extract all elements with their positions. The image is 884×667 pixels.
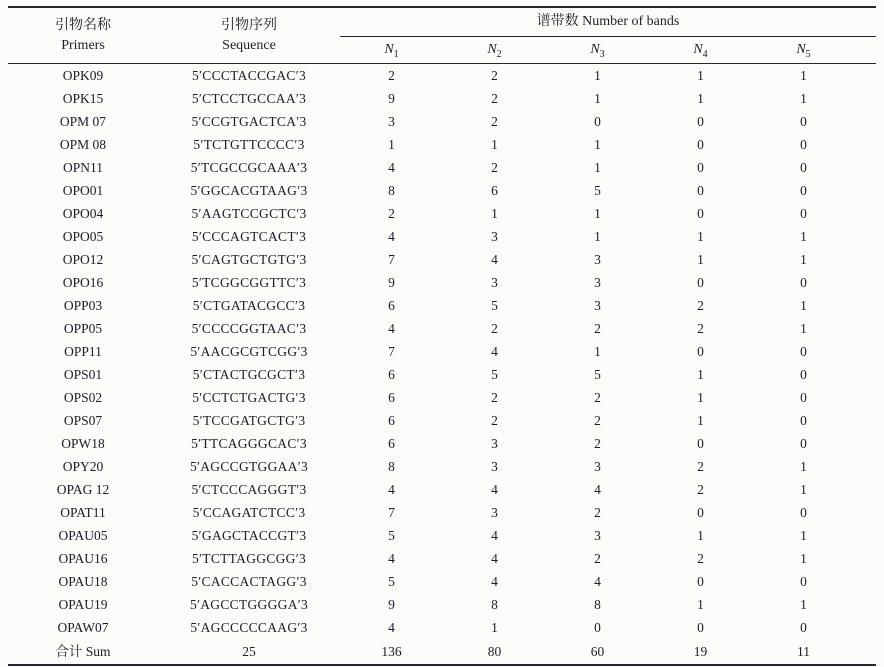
band-count-n3: 1 [594, 344, 601, 359]
primer-sequence: 5′AGCCGTGGAA′3 [189, 459, 309, 474]
primer-name: OPK15 [62, 91, 104, 106]
primer-name: OPO04 [62, 206, 104, 221]
band-count-n5: 0 [800, 160, 807, 175]
band-count-n1: 7 [388, 252, 395, 267]
table-row [8, 271, 876, 294]
band-count-n1: 4 [388, 551, 395, 566]
band-count-n1: 8 [388, 459, 395, 474]
band-count-n2: 5 [491, 298, 498, 313]
band-count-n3: 2 [594, 505, 601, 520]
band-count-n2: 1 [491, 206, 498, 221]
band-count-n5: 1 [800, 551, 807, 566]
primer-name: OPAT11 [60, 505, 106, 520]
sum-n2: 80 [487, 644, 502, 659]
primer-name: OPAU16 [58, 551, 108, 566]
table-row [8, 87, 876, 110]
table-body [8, 64, 876, 639]
band-count-n3: 5 [594, 367, 601, 382]
n1-letter: N [384, 42, 394, 57]
sum-n3: 60 [590, 644, 605, 659]
band-count-n1: 6 [388, 436, 395, 451]
band-count-n5: 1 [800, 321, 807, 336]
primer-name: OPK09 [62, 68, 104, 83]
primer-name: OPY20 [62, 459, 104, 474]
primer-sequence: 5′CTGATACGCC′3 [192, 298, 306, 313]
band-count-n1: 6 [388, 390, 395, 405]
band-count-n5: 0 [800, 574, 807, 589]
band-count-n2: 3 [491, 229, 498, 244]
band-count-n1: 3 [388, 114, 395, 129]
band-count-n4: 2 [697, 482, 704, 497]
band-count-n4: 2 [697, 298, 704, 313]
sum-row [8, 639, 876, 664]
band-count-n1: 4 [388, 321, 395, 336]
table-row [8, 501, 876, 524]
band-count-n5: 1 [800, 68, 807, 83]
table-row [8, 547, 876, 570]
table-row [8, 593, 876, 616]
table-row [8, 409, 876, 432]
band-count-n5: 1 [800, 528, 807, 543]
band-count-n2: 4 [491, 574, 498, 589]
primer-sequence: 5′AAGTCCGCTC′3 [191, 206, 307, 221]
band-count-n5: 0 [800, 114, 807, 129]
table-row [8, 616, 876, 639]
band-count-n2: 4 [491, 528, 498, 543]
band-count-n5: 1 [800, 252, 807, 267]
primer-name: OPM 08 [59, 137, 107, 152]
primer-sequence: 5′TCGCCGCAAA′3 [190, 160, 308, 175]
primer-sequence: 5′CCCAGTCACT′3 [191, 229, 307, 244]
band-count-n2: 4 [491, 482, 498, 497]
primer-sequence: 5′AACGCGTCGG′3 [190, 344, 308, 359]
header-sequence-zh: 引物序列 [221, 17, 277, 33]
band-count-n2: 5 [491, 367, 498, 382]
band-count-n4: 1 [697, 252, 704, 267]
primer-sequence: 5′TCGGCGGTTC′3 [191, 275, 307, 290]
primer-name: OPAW07 [57, 620, 109, 635]
band-count-n4: 1 [697, 390, 704, 405]
band-count-n3: 1 [594, 137, 601, 152]
primer-sequence: 5′TCTGTTCCCC′3 [193, 137, 305, 152]
band-count-n2: 1 [491, 620, 498, 635]
band-count-n2: 2 [491, 160, 498, 175]
band-count-n3: 4 [594, 574, 601, 589]
band-count-n1: 6 [388, 298, 395, 313]
band-count-n3: 3 [594, 459, 601, 474]
band-count-n1: 7 [388, 505, 395, 520]
band-count-n5: 1 [800, 298, 807, 313]
primer-sequence: 5′CAGTGCTGTG′3 [191, 252, 307, 267]
band-count-n3: 1 [594, 91, 601, 106]
n2-subscript: 2 [496, 48, 502, 60]
band-count-n4: 2 [697, 321, 704, 336]
band-count-n5: 0 [800, 505, 807, 520]
sum-n1: 136 [381, 644, 402, 659]
header-band-columns [340, 37, 876, 64]
band-count-n3: 4 [594, 482, 601, 497]
band-count-n2: 4 [491, 551, 498, 566]
band-count-n3: 0 [594, 620, 601, 635]
primer-sequence: 5′AGCCTGGGGA′3 [189, 597, 309, 612]
band-count-n2: 2 [491, 413, 498, 428]
band-count-n1: 5 [388, 574, 395, 589]
primer-sequence: 5′CACCACTAGG′3 [191, 574, 307, 589]
header-sequence-en: Sequence [222, 37, 276, 53]
primer-sequence: 5′GAGCTACCGT′3 [191, 528, 307, 543]
band-count-n1: 7 [388, 344, 395, 359]
table-row [8, 110, 876, 133]
table-row [8, 294, 876, 317]
band-count-n3: 1 [594, 160, 601, 175]
band-count-n5: 1 [800, 229, 807, 244]
band-count-n5: 0 [800, 367, 807, 382]
band-count-n1: 9 [388, 91, 395, 106]
n5-subscript: 5 [805, 48, 811, 60]
primer-name: OPAU18 [58, 574, 108, 589]
band-count-n1: 4 [388, 160, 395, 175]
n2-letter: N [487, 42, 497, 57]
n1-subscript: 1 [393, 48, 399, 60]
primer-sequence: 5′CTACTGCGCT′3 [192, 367, 306, 382]
primer-sequence: 5′CTCCTGCCAA′3 [191, 91, 307, 106]
primer-name: OPS02 [63, 390, 103, 405]
band-count-n2: 2 [491, 91, 498, 106]
primer-sequence: 5′TTCAGGGCAC′3 [191, 436, 307, 451]
band-count-n2: 3 [491, 436, 498, 451]
band-count-n5: 1 [800, 482, 807, 497]
band-count-n5: 0 [800, 413, 807, 428]
band-count-n2: 2 [491, 321, 498, 336]
band-count-n2: 4 [491, 344, 498, 359]
band-count-n2: 3 [491, 505, 498, 520]
sum-sequence-count: 25 [242, 644, 256, 659]
table-row [8, 363, 876, 386]
band-count-n1: 2 [388, 68, 395, 83]
band-count-n5: 0 [800, 137, 807, 152]
band-count-n1: 6 [388, 413, 395, 428]
band-count-n3: 3 [594, 298, 601, 313]
band-count-n2: 4 [491, 252, 498, 267]
primer-sequence: 5′CCCCGGTAAC′3 [191, 321, 307, 336]
band-count-n5: 1 [800, 91, 807, 106]
primer-name: OPO05 [62, 229, 104, 244]
table-bottom-border [8, 664, 876, 666]
table-row [8, 317, 876, 340]
table-row [8, 386, 876, 409]
band-count-n3: 1 [594, 206, 601, 221]
sum-label: 合计 Sum [55, 644, 111, 659]
band-count-n2: 3 [491, 275, 498, 290]
band-count-n4: 1 [697, 367, 704, 382]
primer-name: OPW18 [61, 436, 105, 451]
band-count-n5: 0 [800, 436, 807, 451]
primer-name: OPP11 [64, 344, 102, 359]
primer-name: OPAG 12 [56, 482, 110, 497]
table-row [8, 340, 876, 363]
table-row [8, 202, 876, 225]
band-count-n1: 4 [388, 229, 395, 244]
band-count-n4: 0 [697, 275, 704, 290]
band-count-n4: 2 [697, 551, 704, 566]
primer-sequence: 5′GGCACGTAAG′3 [190, 183, 308, 198]
primer-sequence: 5′CTCCCAGGGT′3 [191, 482, 307, 497]
primer-name: OPN11 [62, 160, 103, 175]
table-row [8, 570, 876, 593]
header-primers-en: Primers [61, 37, 105, 53]
band-count-n4: 1 [697, 229, 704, 244]
band-count-n4: 0 [697, 206, 704, 221]
band-count-n1: 9 [388, 597, 395, 612]
band-count-n4: 0 [697, 114, 704, 129]
band-count-n3: 2 [594, 321, 601, 336]
band-count-n2: 6 [491, 183, 498, 198]
table-row [8, 225, 876, 248]
band-count-n4: 1 [697, 597, 704, 612]
table-row [8, 133, 876, 156]
band-count-n4: 0 [697, 574, 704, 589]
band-count-n4: 0 [697, 620, 704, 635]
primer-name: OPAU19 [58, 597, 108, 612]
band-count-n1: 4 [388, 482, 395, 497]
primer-name: OPAU05 [58, 528, 108, 543]
band-count-n5: 0 [800, 206, 807, 221]
table-row [8, 248, 876, 271]
band-count-n3: 3 [594, 275, 601, 290]
band-count-n1: 9 [388, 275, 395, 290]
primer-sequence: 5′CCGTGACTCA′3 [191, 114, 307, 129]
band-count-n4: 0 [697, 137, 704, 152]
band-count-n5: 0 [800, 275, 807, 290]
band-count-n1: 1 [388, 137, 395, 152]
band-count-n4: 1 [697, 413, 704, 428]
band-count-n2: 2 [491, 114, 498, 129]
table-row [8, 455, 876, 478]
table-row [8, 478, 876, 501]
primer-sequence: 5′TCCGATGCTG′3 [192, 413, 306, 428]
band-count-n5: 0 [800, 183, 807, 198]
band-count-n4: 0 [697, 183, 704, 198]
band-count-n4: 1 [697, 68, 704, 83]
band-count-n3: 2 [594, 413, 601, 428]
band-count-n3: 2 [594, 390, 601, 405]
band-count-n3: 3 [594, 528, 601, 543]
n3-subscript: 3 [599, 48, 605, 60]
band-count-n3: 2 [594, 436, 601, 451]
band-count-n1: 8 [388, 183, 395, 198]
sum-n5: 11 [797, 644, 810, 659]
n4-subscript: 4 [702, 48, 708, 60]
primer-sequence: 5′CCCTACCGAC′3 [191, 68, 307, 83]
band-count-n3: 1 [594, 229, 601, 244]
sum-n4: 19 [693, 644, 708, 659]
primer-name: OPS07 [63, 413, 103, 428]
primer-sequence: 5′TCTTAGGCGG′3 [191, 551, 307, 566]
band-count-n3: 3 [594, 252, 601, 267]
table-row [8, 524, 876, 547]
band-count-n5: 1 [800, 597, 807, 612]
band-count-n1: 4 [388, 620, 395, 635]
table-header [8, 8, 876, 63]
primer-name: OPO01 [62, 183, 104, 198]
band-count-n4: 2 [697, 459, 704, 474]
band-count-n1: 2 [388, 206, 395, 221]
header-bands-label: 谱带数 Number of bands [340, 8, 876, 37]
header-sequence [158, 8, 340, 63]
band-count-n2: 1 [491, 137, 498, 152]
primer-sequence: 5′CCTCTGACTG′3 [192, 390, 306, 405]
header-primers-zh: 引物名称 [55, 17, 111, 33]
primer-name: OPO12 [62, 252, 104, 267]
band-count-n2: 8 [491, 597, 498, 612]
table-row [8, 432, 876, 455]
primer-name: OPM 07 [59, 114, 107, 129]
band-count-n4: 1 [697, 528, 704, 543]
header-right-spacer [855, 37, 876, 68]
header-bands-group [340, 8, 876, 63]
primer-name: OPP05 [63, 321, 103, 336]
band-count-n3: 8 [594, 597, 601, 612]
band-count-n3: 2 [594, 551, 601, 566]
primers-bands-table [8, 6, 876, 666]
primer-sequence: 5′AGCCCCCAAG′3 [190, 620, 308, 635]
primer-name: OPP03 [63, 298, 103, 313]
primer-sequence: 5′CCAGATCTCC′3 [192, 505, 306, 520]
band-count-n4: 0 [697, 505, 704, 520]
band-count-n4: 1 [697, 91, 704, 106]
table-row [8, 64, 876, 87]
header-primers [8, 8, 158, 63]
band-count-n5: 0 [800, 390, 807, 405]
primer-name: OPO16 [62, 275, 104, 290]
band-count-n2: 2 [491, 68, 498, 83]
table-row [8, 156, 876, 179]
n3-letter: N [590, 42, 600, 57]
primer-name: OPS01 [63, 367, 103, 382]
band-count-n5: 0 [800, 344, 807, 359]
band-count-n3: 5 [594, 183, 601, 198]
table-row [8, 179, 876, 202]
band-count-n3: 0 [594, 114, 601, 129]
band-count-n5: 1 [800, 459, 807, 474]
band-count-n4: 0 [697, 344, 704, 359]
n5-letter: N [796, 42, 806, 57]
band-count-n1: 5 [388, 528, 395, 543]
band-count-n2: 2 [491, 390, 498, 405]
band-count-n4: 0 [697, 436, 704, 451]
band-count-n4: 0 [697, 160, 704, 175]
band-count-n5: 0 [800, 620, 807, 635]
band-count-n2: 3 [491, 459, 498, 474]
band-count-n1: 6 [388, 367, 395, 382]
n4-letter: N [693, 42, 703, 57]
band-count-n3: 1 [594, 68, 601, 83]
